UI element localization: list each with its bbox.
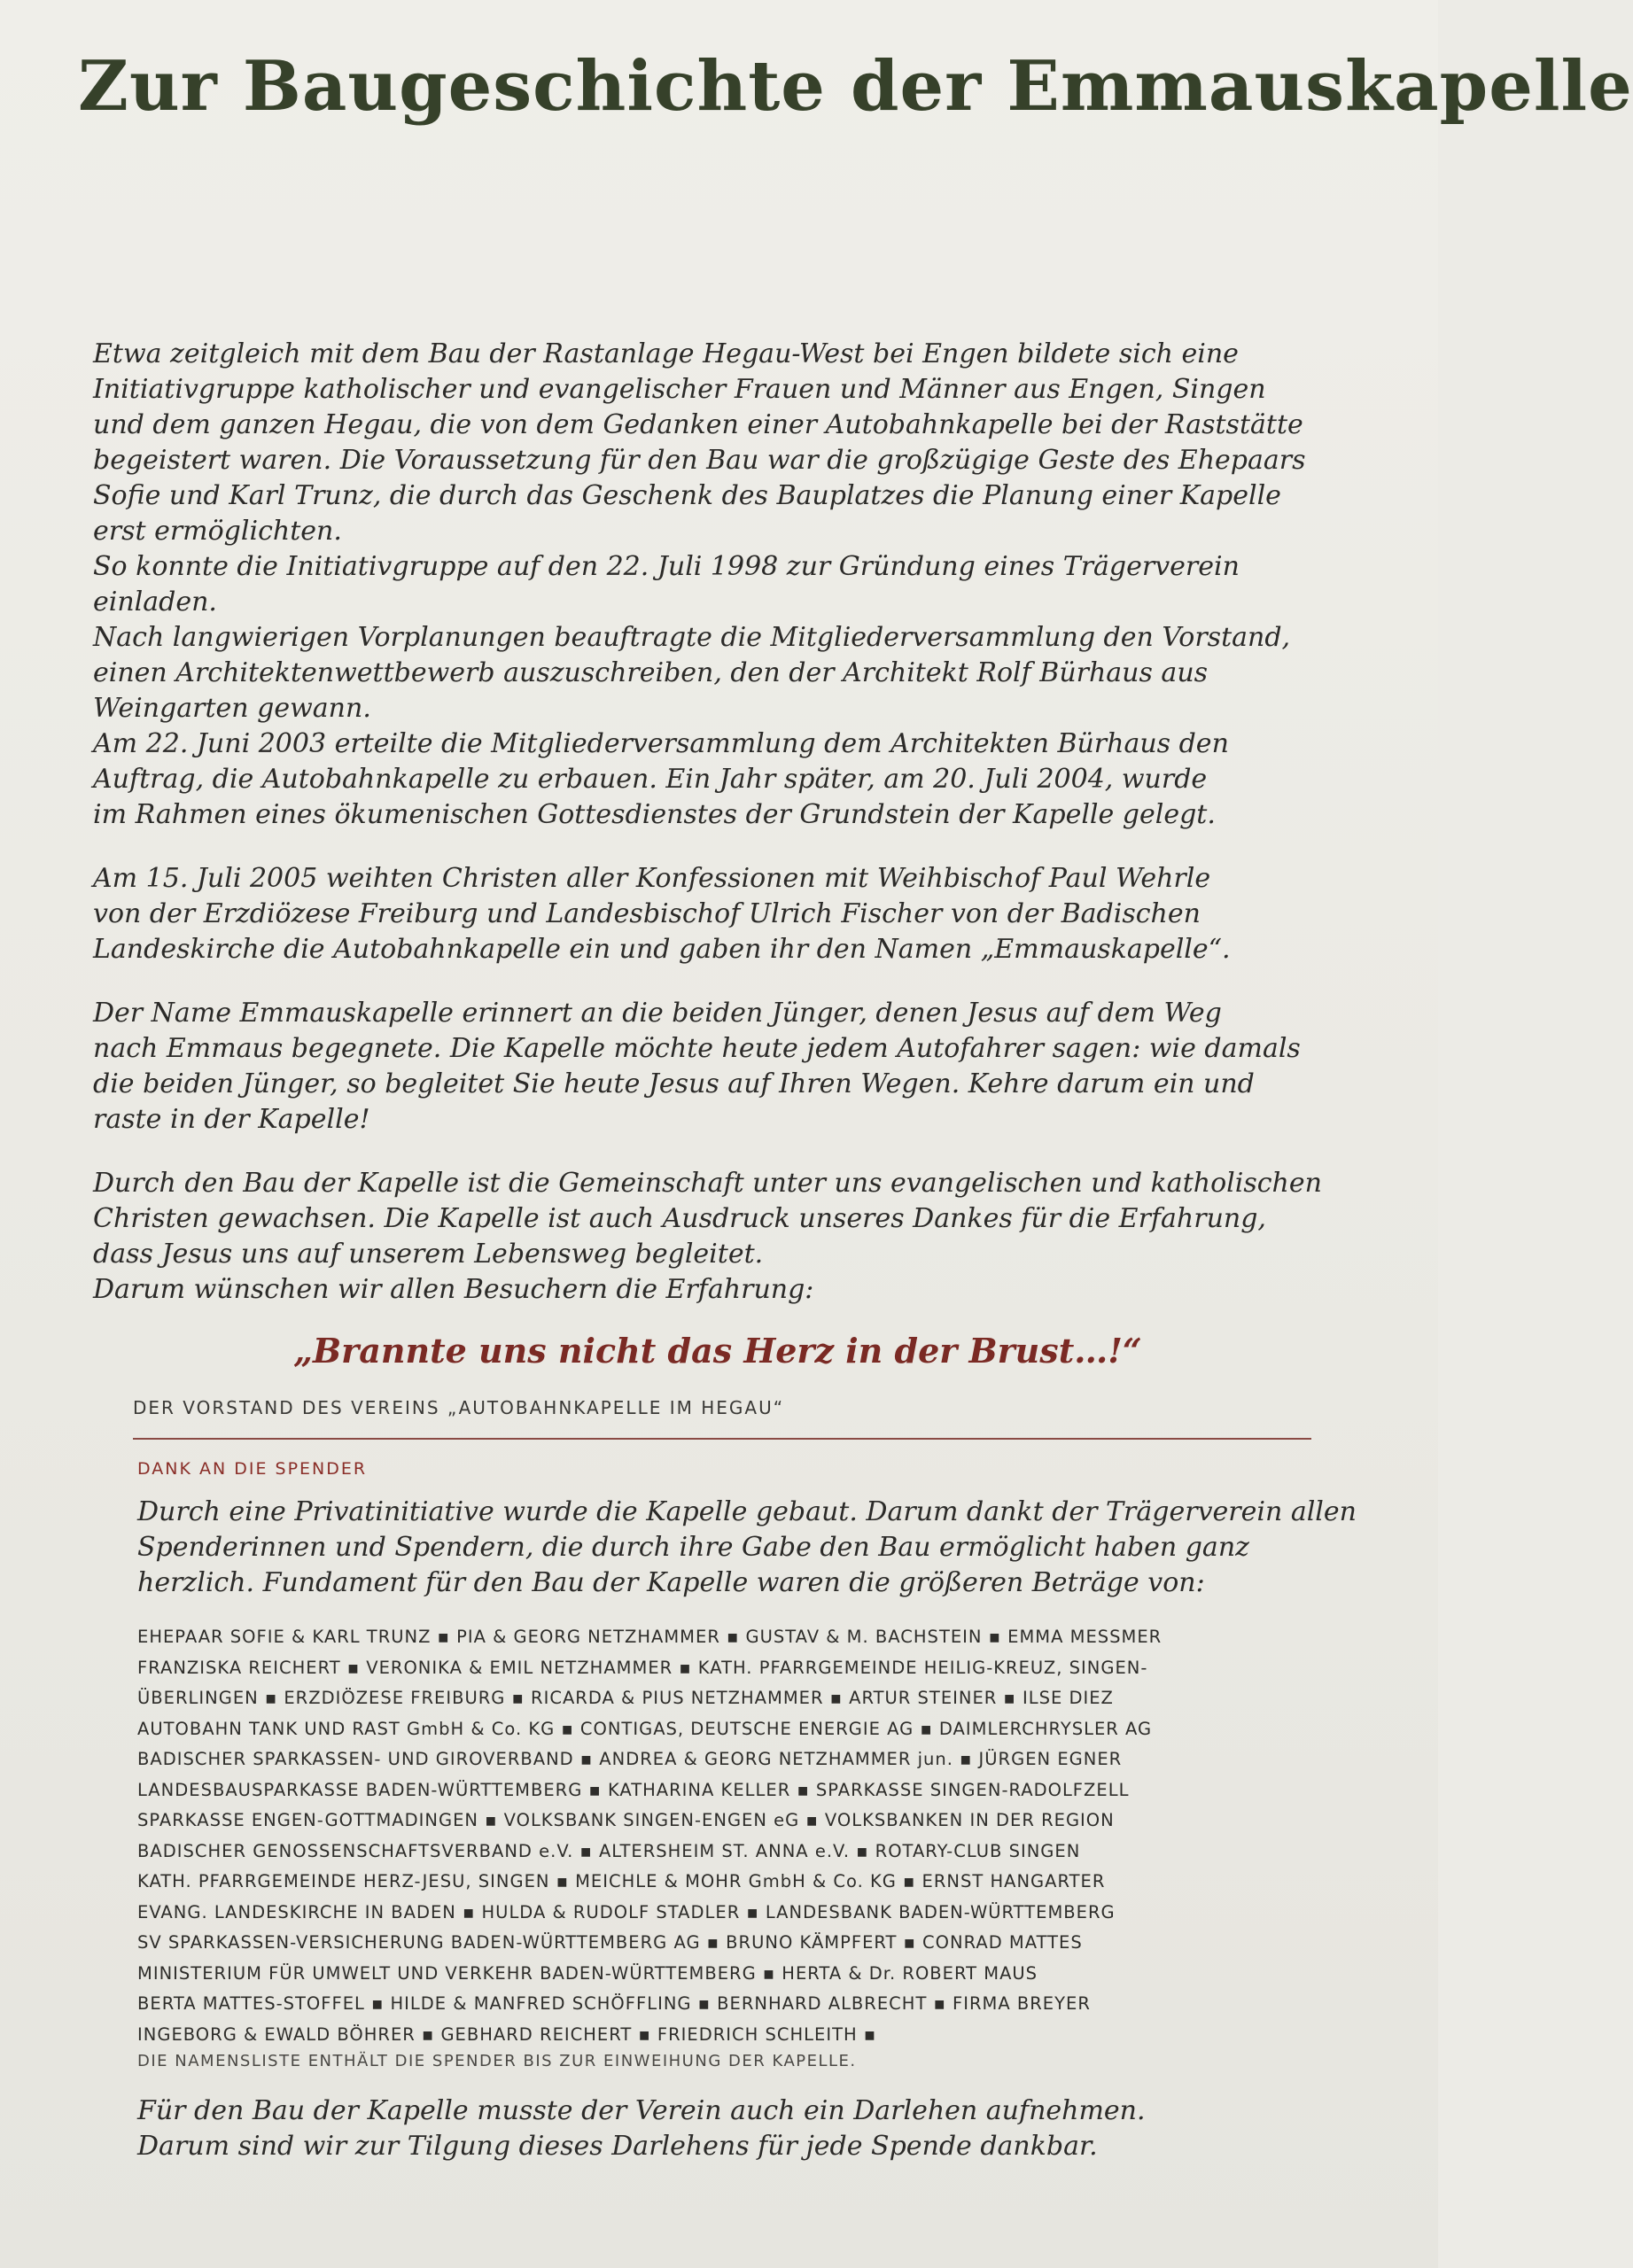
donor-line: LANDESBAUSPARKASSE BADEN-WÜRTTEMBERG ▪ KATHARINA KELLER ▪ SPARKASSE SINGEN-RADOLFZELL <box>137 1779 1130 1800</box>
donors-heading: DANK AN DIE SPENDER <box>137 1459 368 1479</box>
donor-list-note: DIE NAMENSLISTE ENTHÄLT DIE SPENDER BIS ZUR EINWEIHUNG DER KAPELLE. <box>137 2052 857 2070</box>
section-divider <box>133 1438 1311 1440</box>
text-line: die beiden Jünger, so begleitet Sie heute Jesus auf Ihren Wegen. Kehre darum ein und <box>93 1068 1255 1099</box>
history-text <box>93 337 1357 2164</box>
text-line: Darum sind wir zur Tilgung dieses Darlehens für jede Spende dankbar. <box>137 2131 1098 2162</box>
board-signature: DER VORSTAND DES VEREINS „AUTOBAHNKAPELLE IM HEGAU“ <box>133 1397 785 1418</box>
text-line: Darum wünschen wir allen Besuchern die Erfahrung: <box>93 1274 814 1305</box>
donor-line: AUTOBAHN TANK UND RAST GmbH & Co. KG ▪ CONTIGAS, DEUTSCHE ENERGIE AG ▪ DAIMLERCHRYSLER AG <box>137 1718 1153 1739</box>
text-line: Landeskirche die Autobahnkapelle ein und gaben ihr den Namen „Emmauskapelle“. <box>93 934 1231 965</box>
donor-line: BADISCHER GENOSSENSCHAFTSVERBAND e.V. ▪ ALTERSHEIM ST. ANNA e.V. ▪ ROTARY-CLUB SINGEN <box>137 1840 1081 1861</box>
text-line: Initiativgruppe katholischer und evangelischer Frauen und Männer aus Engen, Singen <box>93 374 1266 405</box>
text-line: Auftrag, die Autobahnkapelle zu erbauen. Ein Jahr später, am 20. Juli 2004, wurde <box>93 764 1208 795</box>
donor-list <box>137 1622 1342 2070</box>
text-line: Am 15. Juli 2005 weihten Christen aller Konfessionen mit Weihbischof Paul Wehrle <box>93 863 1211 894</box>
donor-line: EVANG. LANDESKIRCHE IN BADEN ▪ HULDA & RUDOLF STADLER ▪ LANDESBANK BADEN-WÜRTTEMBERG <box>137 1901 1116 1922</box>
text-line: von der Erzdiözese Freiburg und Landesbischof Ulrich Fischer von der Badischen <box>93 898 1201 929</box>
text-line: dass Jesus uns auf unserem Lebensweg begleitet. <box>93 1239 764 1270</box>
text-line: im Rahmen eines ökumenischen Gottesdienstes der Grundstein der Kapelle gelegt. <box>93 799 1216 830</box>
text-line: herzlich. Fundament für den Bau der Kapelle waren die größeren Beträge von: <box>137 1567 1205 1598</box>
text-line: erst ermöglichten. <box>93 516 342 547</box>
donor-line: INGEBORG & EWALD BÖHRER ▪ GEBHARD REICHERT ▪ FRIEDRICH SCHLEITH ▪ <box>137 2023 877 2045</box>
paragraph-founding <box>93 337 1342 833</box>
donor-line: BADISCHER SPARKASSEN- UND GIROVERBAND ▪ ANDREA & GEORG NETZHAMMER jun. ▪ JÜRGEN EGNER <box>137 1749 1123 1769</box>
donor-line: BERTA MATTES-STOFFEL ▪ HILDE & MANFRED SCHÖFFLING ▪ BERNHARD ALBRECHT ▪ FIRMA BREYER <box>137 1993 1091 2014</box>
donor-line: MINISTERIUM FÜR UMWELT UND VERKEHR BADEN-WÜRTTEMBERG ▪ HERTA & Dr. ROBERT MAUS <box>137 1962 1038 1984</box>
donor-line: SPARKASSE ENGEN-GOTTMADINGEN ▪ VOLKSBANK SINGEN-ENGEN eG ▪ VOLKSBANKEN IN DER REGION <box>137 1810 1115 1830</box>
paragraph-community <box>93 1166 1342 1308</box>
text-line: Spenderinnen und Spendern, die durch ihre Gabe den Bau ermöglicht haben ganz <box>137 1532 1249 1563</box>
text-line: nach Emmaus begegnete. Die Kapelle möchte heute jedem Autofahrer sagen: wie damals <box>93 1033 1301 1064</box>
text-line: einen Architektenwettbewerb auszuschreiben, den der Architekt Rolf Bürhaus aus <box>93 657 1209 688</box>
donor-line: EHEPAAR SOFIE & KARL TRUNZ ▪ PIA & GEORG NETZHAMMER ▪ GUSTAV & M. BACHSTEIN ▪ EMMA MESSMER <box>137 1627 1163 1647</box>
donor-line: SV SPARKASSEN-VERSICHERUNG BADEN-WÜRTTEMBERG AG ▪ BRUNO KÄMPFERT ▪ CONRAD MATTES <box>137 1932 1083 1953</box>
donors-intro <box>137 1495 1357 1601</box>
text-line: und dem ganzen Hegau, die von dem Gedanken einer Autobahnkapelle bei der Raststätte <box>93 409 1303 440</box>
text-line: Der Name Emmauskapelle erinnert an die beiden Jünger, denen Jesus auf dem Weg <box>93 998 1222 1029</box>
text-line: Sofie und Karl Trunz, die durch das Geschenk des Bauplatzes die Planung einer Kapelle <box>93 480 1281 511</box>
paragraph-consecration <box>93 861 1342 967</box>
donor-line: FRANZISKA REICHERT ▪ VERONIKA & EMIL NETZHAMMER ▪ KATH. PFARRGEMEINDE HEILIG-KREUZ, SINGEN- <box>137 1657 1148 1678</box>
text-line: raste in der Kapelle! <box>93 1104 370 1135</box>
text-line: So konnte die Initiativgruppe auf den 22. Juli 1998 zur Gründung eines Trägerverein <box>93 551 1240 582</box>
text-line: Für den Bau der Kapelle musste der Verein auch ein Darlehen aufnehmen. <box>137 2095 1146 2126</box>
text-line: Durch eine Privatinitiative wurde die Kapelle gebaut. Darum dankt der Trägerverein allen <box>137 1496 1357 1527</box>
text-line: Etwa zeitgleich mit dem Bau der Rastanlage Hegau-West bei Engen bildete sich eine <box>93 338 1239 369</box>
paragraph-name-meaning <box>93 996 1342 1138</box>
donor-line: KATH. PFARRGEMEINDE HERZ-JESU, SINGEN ▪ MEICHLE & MOHR GmbH & Co. KG ▪ ERNST HANGARTER <box>137 1871 1106 1891</box>
text-line: begeistert waren. Die Voraussetzung für den Bau war die großzügige Geste des Ehepaars <box>93 445 1306 476</box>
text-line: einladen. <box>93 586 217 617</box>
text-line: Am 22. Juni 2003 erteilte die Mitgliederversammlung dem Architekten Bürhaus den <box>93 728 1229 759</box>
text-line: Weingarten gewann. <box>93 693 371 724</box>
text-line: Nach langwierigen Vorplanungen beauftragte die Mitgliederversammlung den Vorstand, <box>93 622 1291 653</box>
donor-line: ÜBERLINGEN ▪ ERZDIÖZESE FREIBURG ▪ RICARDA & PIUS NETZHAMMER ▪ ARTUR STEINER ▪ ILSE DIEZ <box>137 1688 1114 1708</box>
loan-appeal <box>137 2093 1342 2164</box>
bible-quote: „Brannte uns nicht das Herz in der Brust…!“ <box>293 1331 1142 1371</box>
text-line: Christen gewachsen. Die Kapelle ist auch Ausdruck unseres Dankes für die Erfahrung, <box>93 1203 1266 1234</box>
page-title: Zur Baugeschichte der Emmauskapelle <box>78 46 1633 127</box>
text-line: Durch den Bau der Kapelle ist die Gemeinschaft unter uns evangelischen und katholischen <box>93 1168 1322 1199</box>
